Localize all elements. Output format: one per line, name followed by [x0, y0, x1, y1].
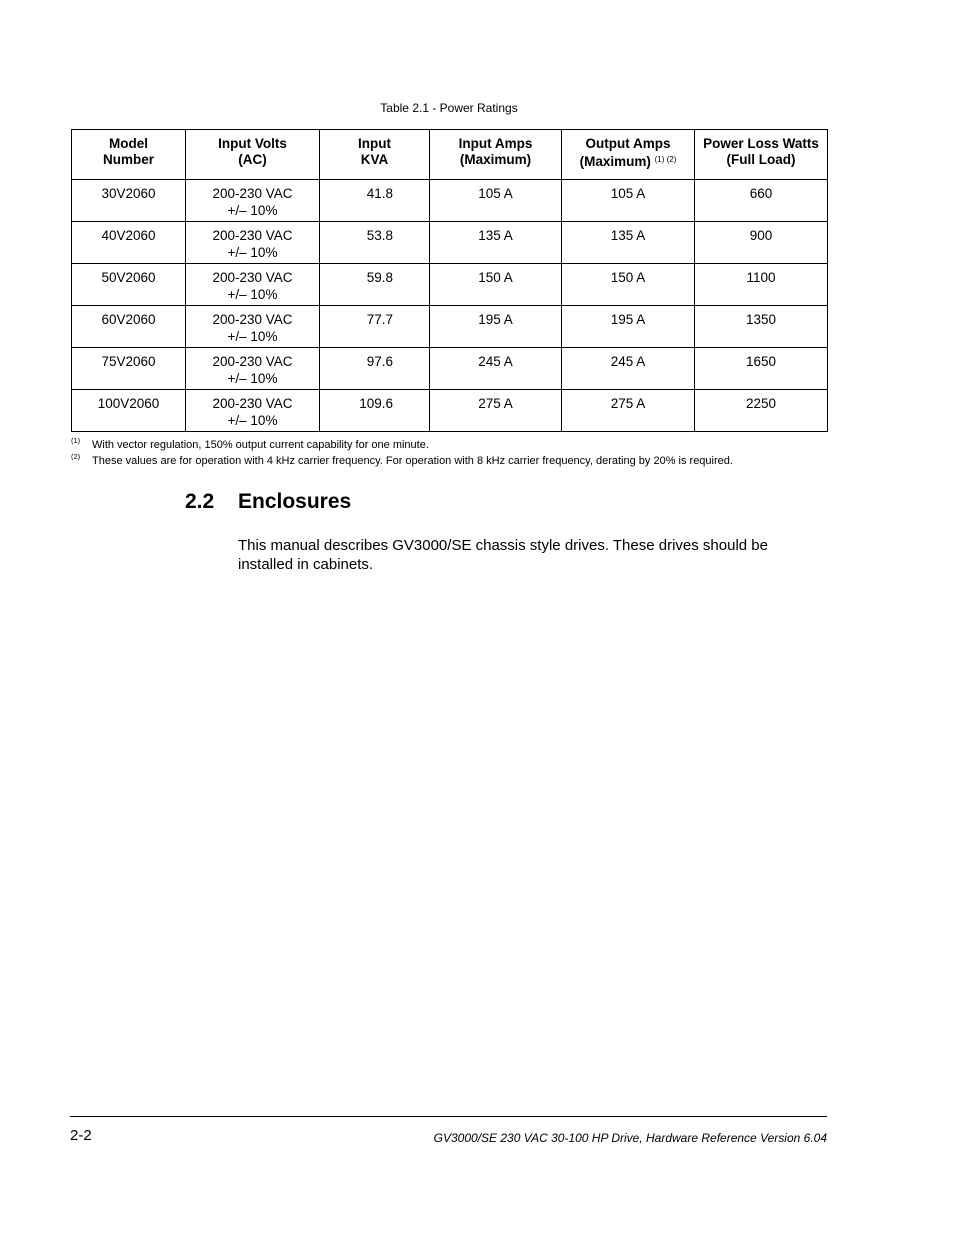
cell-input-amps: 245 A [430, 348, 562, 390]
cell-power-loss: 660 [695, 180, 828, 222]
table-header-row [72, 130, 828, 180]
section-number: 2.2 [185, 490, 215, 513]
cell-input-amps: 135 A [430, 222, 562, 264]
table-caption: Table 2.1 - Power Ratings [380, 101, 518, 115]
table-row [72, 390, 828, 432]
cell-output-amps: 150 A [562, 264, 695, 306]
header-output-amps: Output Amps (Maximum) $^{(1) (2)}$ [562, 130, 695, 180]
cell-model: 60V2060 [72, 306, 186, 348]
cell-model: 30V2060 [72, 180, 186, 222]
cell-kva: 77.7 [320, 306, 430, 348]
cell-kva: 97.6 [320, 348, 430, 390]
header-input-volts: Input Volts (AC) [186, 130, 320, 180]
table-row [72, 180, 828, 222]
table-row [72, 348, 828, 390]
document-title: GV3000/SE 230 VAC 30-100 HP Drive, Hardware Reference Version 6.04 [433, 1131, 827, 1145]
header-input-amps: Input Amps (Maximum) [430, 130, 562, 180]
cell-model: 50V2060 [72, 264, 186, 306]
footnote-text: These values are for operation with 4 kHz carrier frequency. For operation with 8 kHz carrier frequency, derating by 20% is required. [92, 455, 733, 467]
cell-input-volts: 200-230 VAC +/– 10% [186, 264, 320, 306]
table-row [72, 306, 828, 348]
footer-divider [70, 1116, 827, 1117]
cell-input-volts: 200-230 VAC +/– 10% [186, 306, 320, 348]
power-ratings-table [71, 129, 828, 432]
cell-input-amps: 150 A [430, 264, 562, 306]
cell-power-loss: 900 [695, 222, 828, 264]
cell-kva: 53.8 [320, 222, 430, 264]
header-power-loss: Power Loss Watts (Full Load) [695, 130, 828, 180]
section-title: Enclosures [238, 490, 352, 513]
cell-power-loss: 1350 [695, 306, 828, 348]
cell-output-amps: 135 A [562, 222, 695, 264]
header-model-number: Model Number [72, 130, 186, 180]
page-number: 2-2 [70, 1127, 92, 1144]
cell-input-amps: 195 A [430, 306, 562, 348]
cell-model: 75V2060 [72, 348, 186, 390]
cell-input-amps: 105 A [430, 180, 562, 222]
footnote-text: With vector regulation, 150% output current capability for one minute. [92, 439, 429, 451]
cell-output-amps: 245 A [562, 348, 695, 390]
cell-kva: 109.6 [320, 390, 430, 432]
cell-output-amps: 195 A [562, 306, 695, 348]
cell-input-volts: 200-230 VAC +/– 10% [186, 180, 320, 222]
cell-input-volts: 200-230 VAC +/– 10% [186, 390, 320, 432]
cell-kva: 59.8 [320, 264, 430, 306]
footnote-mark: (2) [71, 452, 81, 461]
table-row [72, 264, 828, 306]
cell-model: 100V2060 [72, 390, 186, 432]
footnote-refs: (1) (2) [654, 155, 677, 164]
section-body: This manual describes GV3000/SE chassis style drives. These drives should be installed in cabinets. [238, 537, 768, 573]
cell-power-loss: 2250 [695, 390, 828, 432]
cell-input-amps: 275 A [430, 390, 562, 432]
cell-input-volts: 200-230 VAC +/– 10% [186, 222, 320, 264]
cell-power-loss: 1650 [695, 348, 828, 390]
footnote-mark: (1) [71, 436, 81, 445]
section-heading [185, 490, 351, 514]
cell-power-loss: 1100 [695, 264, 828, 306]
cell-kva: 41.8 [320, 180, 430, 222]
cell-model: 40V2060 [72, 222, 186, 264]
cell-output-amps: 105 A [562, 180, 695, 222]
header-input-kva: Input KVA [320, 130, 430, 180]
cell-input-volts: 200-230 VAC +/– 10% [186, 348, 320, 390]
table-row [72, 222, 828, 264]
cell-output-amps: 275 A [562, 390, 695, 432]
